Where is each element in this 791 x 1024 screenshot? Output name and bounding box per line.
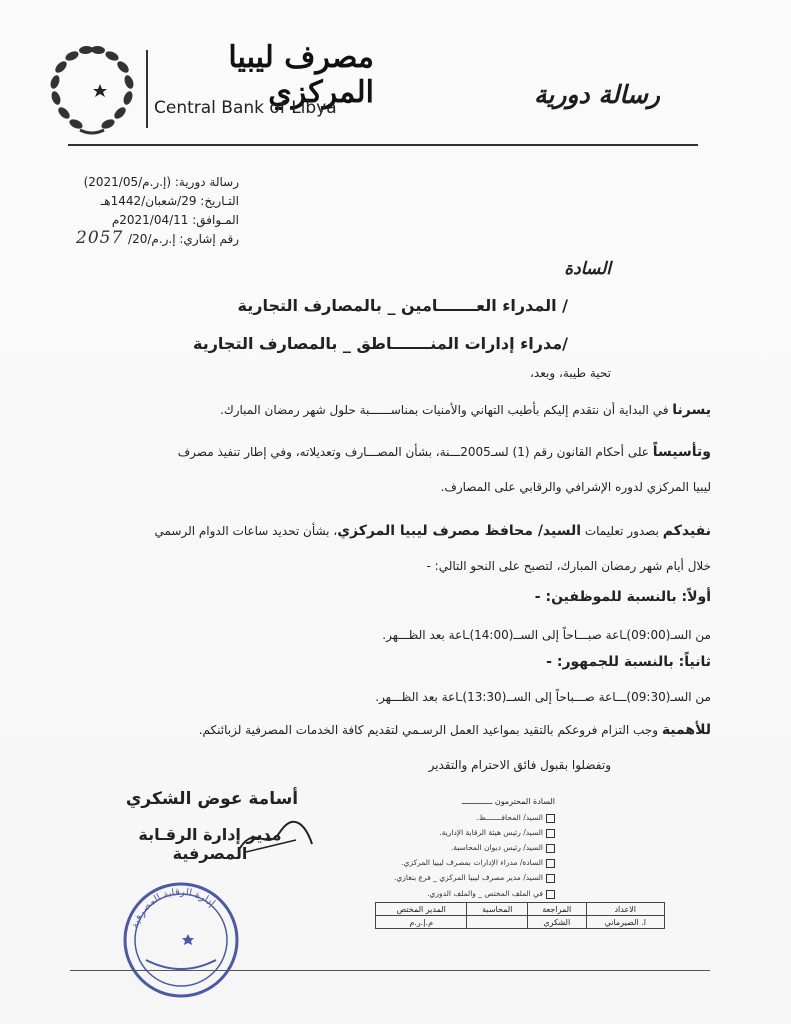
bank-name-arabic: مصرف ليبيا المركزي: [228, 40, 374, 110]
paragraph-congratulations: [81, 401, 711, 420]
signer-title: مدير إدارة الرقـابة المصرفية: [138, 825, 282, 863]
table-cell: الشكري: [528, 916, 586, 929]
addressee-region-managers: /مدراء إدارات المنـــــــاطق _ بالمصارف التجارية: [192, 334, 568, 353]
governor-reference: السيد/ محافظ مصرف ليبيا المركزي: [337, 523, 582, 539]
paragraph-legal-basis: [81, 443, 711, 462]
preparation-table: [375, 902, 665, 929]
copies-header: السادة المحترمون ـــــــــــــ: [461, 797, 555, 806]
table-cell: م.إ.ر.م: [376, 916, 467, 929]
crescent-star-wreath-icon: [42, 40, 142, 140]
employee-hours: من السـ(09:00)ـاعة صبـــاحاً إلى الســ(14:00)ـاعة بعد الظـــهر.: [382, 628, 711, 642]
copy-recipient: السيد/ المحافـــــــظ.: [477, 813, 555, 823]
section-public-heading: ثانياً: بالنسبة للجمهور: -: [546, 654, 711, 670]
paragraph-legal-basis-continued: ليبيا المركزي لدوره الإشرافي والرقابي على المصارف.: [440, 480, 711, 494]
header-divider: [146, 50, 148, 128]
checkbox-icon: [546, 814, 555, 823]
table-row: [376, 916, 665, 929]
paragraph-text: ، بشأن تحديد ساعات الدوام الرسمي: [154, 524, 338, 538]
checkbox-icon: [546, 890, 555, 899]
table-header-cell: المحاسبة: [467, 903, 528, 916]
copy-recipient: في الملف المختص _ والملف الدوري.: [427, 889, 555, 899]
paragraph-lead: نفيدكم: [662, 523, 711, 539]
paragraph-lead: للأهمية: [661, 722, 711, 738]
paragraph-text: وجب التزام فروعكم بالتقيد بمواعيد العمل الرسـمي لتقديم كافة الخدمات المصرفية لزبائنكم.: [198, 723, 662, 737]
section-employees-heading: أولاً: بالنسبة للموظفين: -: [534, 589, 711, 605]
salutation-title: السادة: [564, 259, 611, 279]
signature-mark: [236, 818, 316, 858]
table-header-cell: المدير المختص: [376, 903, 467, 916]
paragraph-lead: يسرنا: [672, 402, 711, 418]
checkbox-icon: [546, 844, 555, 853]
public-hours: من السـ(09:30)ـــاعة صـــباحاً إلى الســ(13:30)ـاعة بعد الظـــهر.: [375, 690, 711, 704]
addressee-general-managers: / المدراء العـــــــامين _ بالمصارف التجارية: [237, 296, 568, 315]
paragraph-text: على أحكام القانون رقم (1) لسـ2005ـــنة، بشأن المصـــارف وتعديلاته، وفي إطار تنفيذ مصرف: [177, 445, 653, 459]
copy-recipient: السادة/ مدراء الإدارات بمصرف ليبيا المركزي.: [401, 858, 555, 868]
reference-number: رقم إشاري: إ.ر.م/20/: [128, 232, 239, 246]
greeting: تحية طيبة، وبعد،: [530, 366, 611, 380]
svg-text:إدارة الرقابة المصرفية: [130, 887, 217, 930]
table-cell: ا. الصيرماني: [586, 916, 665, 929]
checkbox-icon: [546, 829, 555, 838]
signer-name: أسامة عوض الشكري: [125, 789, 299, 809]
stamp-text: إدارة الرقابة المصرفية: [129, 886, 217, 930]
table-cell: [467, 916, 528, 929]
paragraph-text: بصدور تعليمات: [581, 524, 663, 538]
closing-phrase: وتفضلوا بقبول فائق الاحترام والتقدير: [428, 758, 611, 772]
official-stamp-icon: [116, 860, 246, 1020]
paragraph-instructions-continued: خلال أيام شهر رمضان المبارك، لتصبح على النحو التالي: -: [426, 559, 711, 573]
circular-number: رسالة دورية: (إ.ر.م/2021/05): [83, 175, 239, 189]
paragraph-importance: [81, 721, 711, 740]
table-row: [376, 903, 665, 916]
paragraph-text: في البداية أن نتقدم إليكم بأطيب التهاني والأمنيات بمناســــــبة حلول شهر رمضان المبارك.: [220, 403, 673, 417]
copy-recipient: السيد/ رئيس ديوان المحاسبة.: [451, 843, 555, 853]
gregorian-date: المـوافق: 2021/04/11م: [111, 213, 239, 227]
paragraph-lead: وتأسيساً: [652, 444, 711, 460]
footer-rule: [70, 970, 710, 971]
bank-name-english: Central Bank of Libya: [154, 98, 337, 118]
paragraph-instructions: [81, 522, 711, 541]
copy-recipient: السيد/ رئيس هيئة الرقابة الإدارية.: [439, 828, 555, 838]
copy-recipient: السيد/ مدير مصرف ليبيا المركزي _ فرع بنغازي.: [394, 873, 555, 883]
hijri-date: التـاريخ: 29/شعبان/1442هـ: [100, 194, 239, 208]
handwritten-reference: 2057: [76, 228, 124, 248]
table-header-cell: الاعداد: [586, 903, 665, 916]
header-rule: [68, 144, 698, 146]
table-header-cell: المراجعة: [528, 903, 586, 916]
checkbox-icon: [546, 874, 555, 883]
checkbox-icon: [546, 859, 555, 868]
document-type-title: رسالة دورية: [533, 80, 660, 109]
